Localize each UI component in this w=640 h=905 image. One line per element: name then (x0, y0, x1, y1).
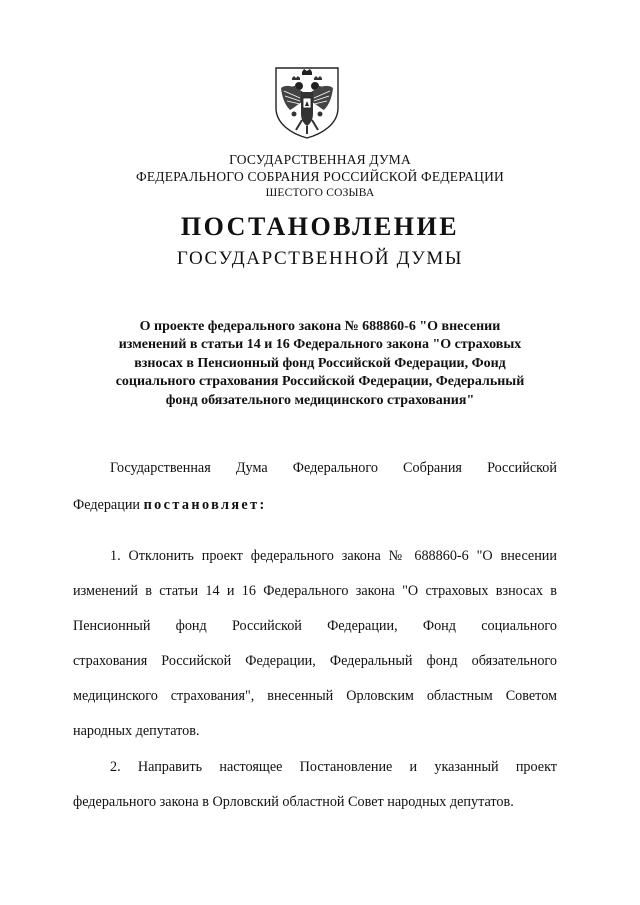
preamble-line-2 (73, 495, 557, 515)
subject-line-3: взносах в Пенсионный фонд Российской Федерации, Фонд (134, 355, 506, 371)
item1-line-4: страхования Российской Федерации, Федеральный фонд обязательного (73, 653, 557, 669)
item2-line-1: 2. Направить настоящее Постановление и указанный проект (110, 759, 557, 775)
item1-line-2: изменений в статьи 14 и 16 Федерального закона "О страховых взносах в (73, 583, 557, 599)
header-line-1: ГОСУДАРСТВЕННАЯ ДУМА (229, 152, 411, 167)
item1-line-6: народных депутатов. (73, 723, 200, 739)
item1-line-3: Пенсионный фонд Российской Федерации, Фонд социального (73, 618, 557, 634)
coat-of-arms-icon (272, 64, 342, 140)
preamble-prefix: Федерации (73, 497, 144, 513)
subject-line-2: изменений в статьи 14 и 16 Федерального закона "О страховых (118, 337, 522, 353)
subject-line-5: фонд обязательного медицинского страхования" (165, 392, 475, 408)
header-line-3: ШЕСТОГО СОЗЫВА (265, 187, 375, 199)
preamble-line-1: Государственная Дума Федерального Собрания Российской (110, 460, 557, 476)
item1-line-5: медицинского страхования", внесенный Орловским областным Советом (73, 688, 557, 704)
header-line-2: ФЕДЕРАЛЬНОГО СОБРАНИЯ РОССИЙСКОЙ ФЕДЕРАЦИИ (136, 169, 504, 184)
issuing-body-header (0, 151, 640, 202)
subject-line-1: О проекте федерального закона № 688860-6 "О внесении (139, 319, 501, 334)
subject-line-4: социального страхования Российской Федерации, Федеральный (115, 374, 525, 390)
document-type-title: ПОСТАНОВЛЕНИЕ (180, 212, 460, 241)
item2-line-2: федерального закона в Орловский областной Совет народных депутатов. (73, 794, 514, 810)
item1-line-1: 1. Отклонить проект федерального закона № 688860-6 "О внесении (110, 548, 557, 564)
document-issuer-title: ГОСУДАРСТВЕННОЙ ДУМЫ (176, 248, 464, 269)
preamble-resolves: постановляет: (143, 497, 267, 513)
document-subject (96, 318, 544, 410)
